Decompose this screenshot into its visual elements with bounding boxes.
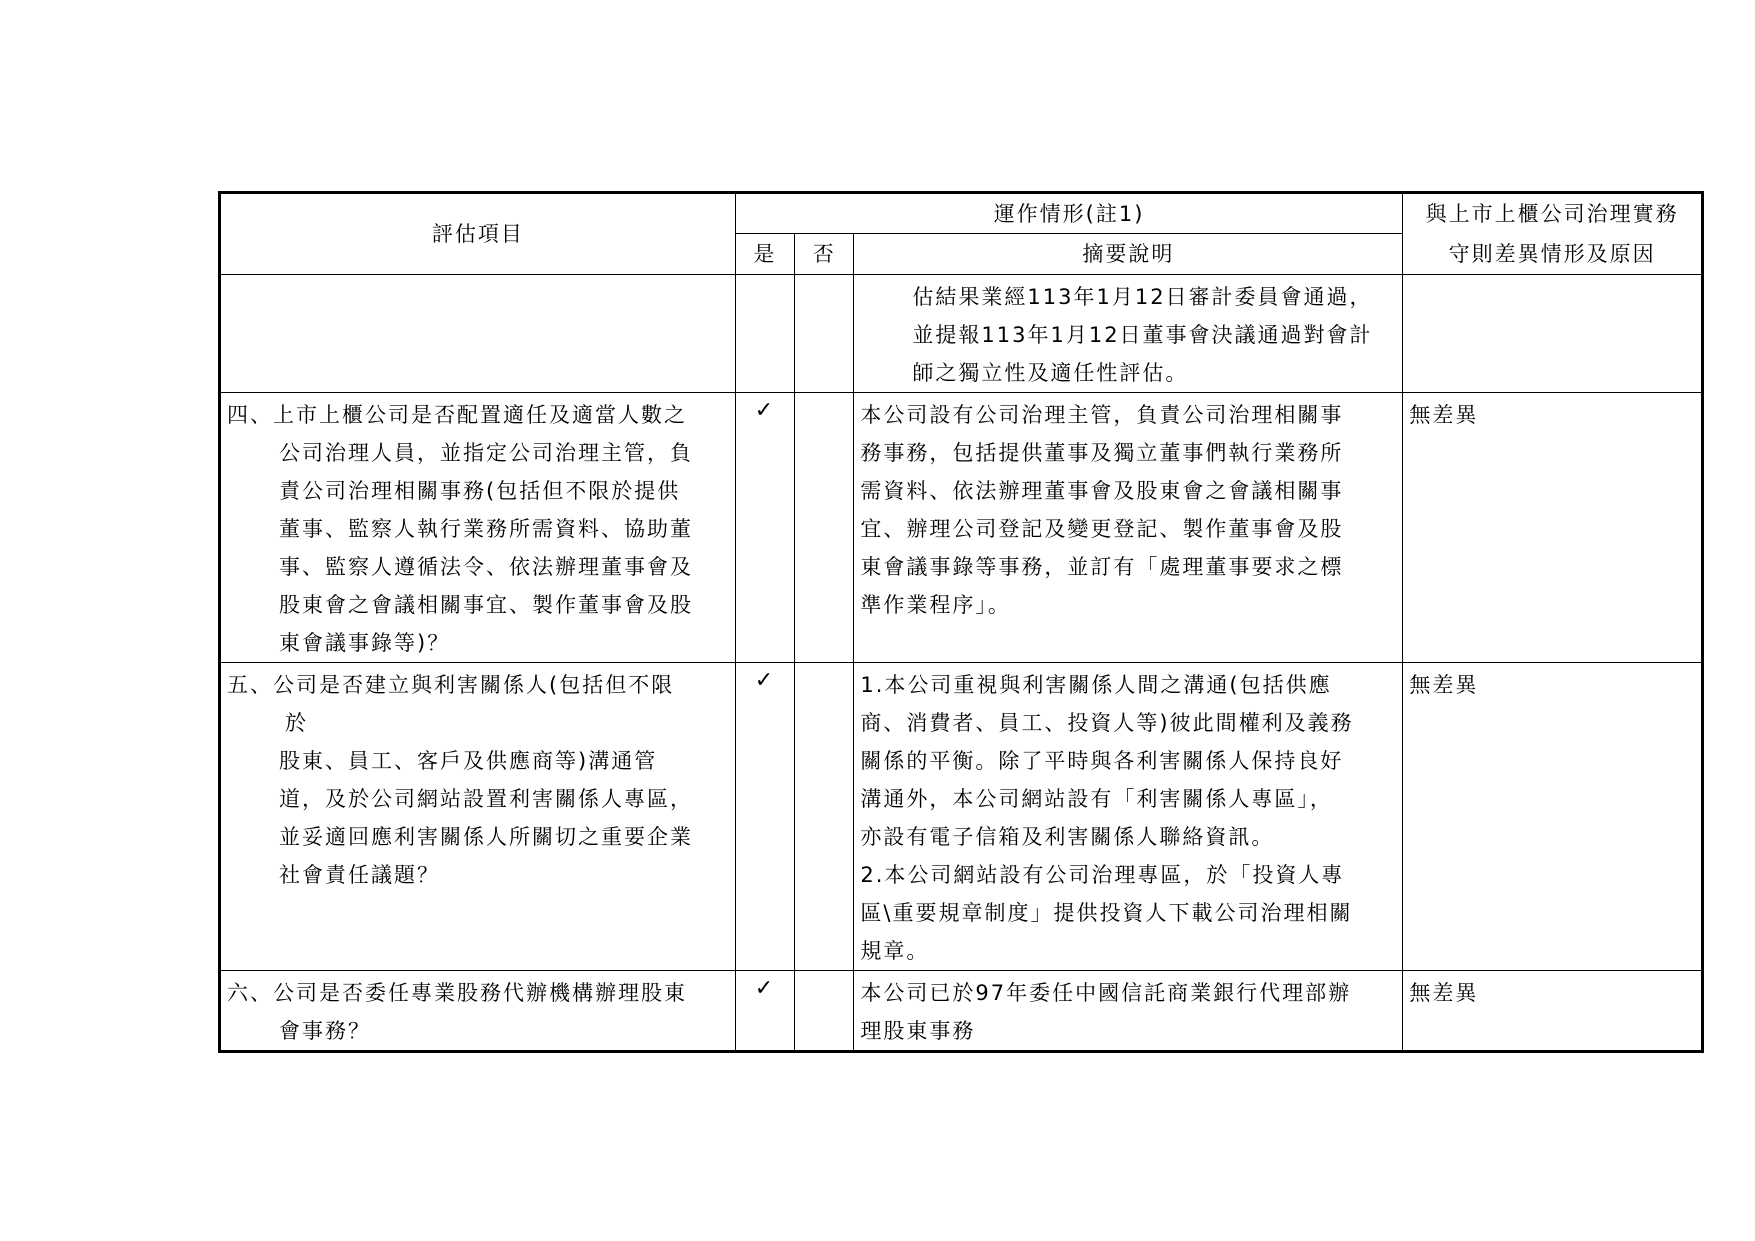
summary-line: 區\重要規章制度」提供投資人下載公司治理相關 <box>860 901 1353 925</box>
summary-line: 商、消費者、員工、投資人等)彼此間權利及義務 <box>860 711 1354 735</box>
item-line: 並妥適回應利害關係人所關切之重要企業 <box>279 825 693 849</box>
summary-cell <box>854 663 1403 971</box>
summary-line: 東會議事錄等事務，並訂有「處理董事要求之標 <box>860 555 1344 579</box>
item-line: 公司治理人員，並指定公司治理主管，負 <box>279 441 693 465</box>
item-line: 股東、員工、客戶及供應商等)溝通管 <box>279 749 658 773</box>
summary-cell <box>854 393 1403 663</box>
header-no: 否 <box>795 234 854 275</box>
no-cell <box>795 393 854 663</box>
table-row <box>220 971 1703 1052</box>
summary-cell <box>854 971 1403 1052</box>
header-item: 評估項目 <box>220 193 736 275</box>
header-diff <box>1403 193 1703 275</box>
item-line: 董事、監察人執行業務所需資料、協助董 <box>279 517 693 541</box>
item-line: 社會責任議題？ <box>279 863 440 887</box>
summary-line: 估結果業經113年1月12日審計委員會通過， <box>912 285 1373 309</box>
yes-cell <box>735 393 794 663</box>
header-diff-line2: 守則差異情形及原因 <box>1448 242 1656 266</box>
diff-cell: 無差異 <box>1403 393 1703 663</box>
summary-line: 亦設有電子信箱及利害關係人聯絡資訊。 <box>860 825 1275 849</box>
item-line: 於 <box>285 711 308 735</box>
summary-cell <box>854 275 1403 393</box>
summary-line: 2.本公司網站設有公司治理專區，於「投資人專 <box>860 863 1345 887</box>
summary-line: 規章。 <box>860 939 930 963</box>
item-line: 會事務？ <box>279 1019 371 1043</box>
table-row <box>220 393 1703 663</box>
yes-cell <box>735 971 794 1052</box>
header-diff-line1: 與上市上櫃公司治理實務 <box>1425 202 1679 226</box>
no-cell <box>795 971 854 1052</box>
table-row <box>220 663 1703 971</box>
table-row <box>220 275 1703 393</box>
summary-line: 1.本公司重視與利害關係人間之溝通(包括供應 <box>860 673 1332 697</box>
item-line: 四、上市上櫃公司是否配置適任及適當人數之 <box>227 403 687 427</box>
item-cell <box>220 663 736 971</box>
summary-line: 本公司已於97年委任中國信託商業銀行代理部辦 <box>860 981 1352 1005</box>
summary-line: 理股東事務 <box>860 1019 976 1043</box>
checkmark-icon: ✓ <box>754 398 776 423</box>
yes-cell <box>735 275 794 393</box>
item-line: 五、公司是否建立與利害關係人(包括但不限 <box>227 673 675 697</box>
item-line: 責公司治理相關事務(包括但不限於提供 <box>279 479 681 503</box>
item-cell <box>220 971 736 1052</box>
summary-line: 需資料、依法辦理董事會及股東會之會議相關事 <box>860 479 1344 503</box>
item-line: 道，及於公司網站設置利害關係人專區， <box>279 787 693 811</box>
summary-line: 本公司設有公司治理主管，負責公司治理相關事 <box>860 403 1344 427</box>
item-line: 事、監察人遵循法令、依法辦理董事會及 <box>279 555 693 579</box>
summary-line: 宜、辦理公司登記及變更登記、製作董事會及股 <box>860 517 1344 541</box>
diff-cell <box>1403 275 1703 393</box>
header-yes: 是 <box>735 234 794 275</box>
item-line: 六、公司是否委任專業股務代辦機構辦理股東 <box>227 981 687 1005</box>
checkmark-icon: ✓ <box>754 976 776 1001</box>
summary-line: 師之獨立性及適任性評估。 <box>912 361 1189 385</box>
summary-line: 務事務，包括提供董事及獨立董事們執行業務所 <box>860 441 1344 465</box>
diff-cell: 無差異 <box>1403 663 1703 971</box>
no-cell <box>795 663 854 971</box>
header-operation: 運作情形(註1) <box>735 193 1403 234</box>
header-summary: 摘要說明 <box>854 234 1403 275</box>
item-line: 股東會之會議相關事宜、製作董事會及股 <box>279 593 693 617</box>
header-row-1 <box>220 193 1703 234</box>
summary-line: 準作業程序」。 <box>860 593 1011 617</box>
checkmark-icon: ✓ <box>754 668 776 693</box>
governance-evaluation-table <box>218 191 1704 1053</box>
summary-line: 並提報113年1月12日董事會決議通過對會計 <box>912 323 1373 347</box>
summary-line: 溝通外，本公司網站設有「利害關係人專區」， <box>860 787 1333 811</box>
diff-cell: 無差異 <box>1403 971 1703 1052</box>
item-cell <box>220 393 736 663</box>
yes-cell <box>735 663 794 971</box>
no-cell <box>795 275 854 393</box>
summary-line: 關係的平衡。除了平時與各利害關係人保持良好 <box>860 749 1344 773</box>
item-line: 東會議事錄等)？ <box>279 631 451 655</box>
item-cell <box>220 275 736 393</box>
